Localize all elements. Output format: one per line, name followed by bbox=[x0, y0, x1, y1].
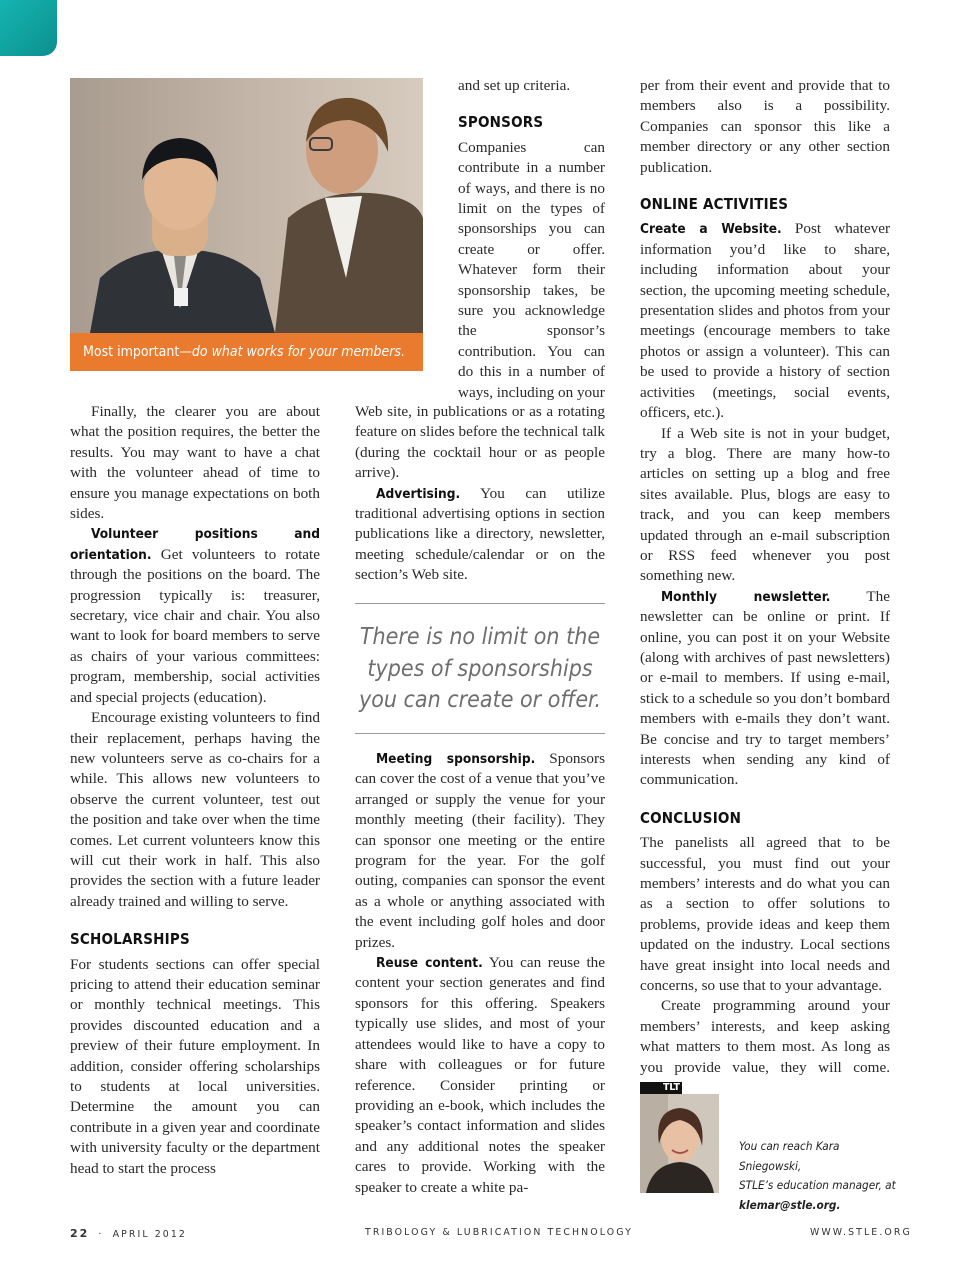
section-heading-scholarships: SCHOLARSHIPS bbox=[70, 930, 190, 949]
article-photo bbox=[70, 78, 423, 371]
paragraph: Web site, in publications or as a rotating feature on slides before the technical talk (during the cocktail hour or as people arrive). bbox=[355, 403, 605, 482]
column-2-top bbox=[458, 76, 605, 403]
author-email-link[interactable]: klemar@stle.org. bbox=[739, 1197, 841, 1212]
paragraph: per from their event and provide that to members also is a possibility. Companies can sponsor this like a member directory or any other section publication. bbox=[640, 77, 890, 176]
page-number: 22 bbox=[70, 1227, 90, 1240]
paragraph: The panelists all agreed that to be successful, you must find out your members’ interests and do what you can as a section to offer solutions to problems, provide ideas and keep them updated on the industry. Local sections have great insight into local needs and concerns, so use that to your advantage. bbox=[640, 834, 890, 995]
paragraph: Advertising. You can utilize traditional advertising options in section publications like a directory, newsletter, meeting schedule/calendar or on the section’s Web site. bbox=[355, 484, 605, 584]
photo-caption: Most important—do what works for your members. bbox=[70, 333, 423, 371]
author-contact bbox=[739, 1137, 899, 1215]
column-2-middle bbox=[355, 402, 605, 586]
paragraph: Create programming around your members’ interests, and keep asking what matters to them most. As long as you provide value, they will come. TLT bbox=[640, 997, 890, 1094]
photo-two-men-talking bbox=[70, 78, 423, 333]
run-in-heading: Create a Website. bbox=[640, 221, 782, 238]
tlt-end-mark-icon: TLT bbox=[640, 1082, 682, 1094]
run-in-heading: Reuse content. bbox=[376, 955, 483, 972]
paragraph: For students sections can offer special pricing to attend their education seminar or monthly technical meetings. This provides discounted education and a preview of their future employment. In addition, consider offering scholarships to students at local universities. Determine the amount you can contribute in a given year and coordinate with university faculty or the department head to start the process bbox=[70, 955, 320, 1177]
paragraph: Monthly newsletter. The newsletter can be online or print. If online, you can post it on your Website (along with archives of past newsletters) or e-mail to members. If using e-mail, stick to a schedule so you don’t bombard members with e-mails they don’t want. Be concise and try to target members’ interests when sending any kind of communication. bbox=[640, 587, 891, 789]
issue-date: APRIL 2012 bbox=[112, 1229, 188, 1240]
author-line: You can reach Kara Sniegowski, bbox=[739, 1139, 840, 1173]
author-headshot bbox=[640, 1094, 719, 1193]
paragraph: Companies can contribute in a number of ways, and there is no limit on the types of sponsorships you can create or offer. Whatever form their sponsorship takes, be sure you acknowledge the sponsor’s contribution. You can do this in a number of ways, including on your bbox=[458, 138, 605, 401]
column-1 bbox=[70, 402, 320, 1179]
paragraph: If a Web site is not in your budget, try a blog. There are many how-to articles on setting up a blog and free sites available. Plus, blogs are easy to track, and you can keep members updated through an e-mail subscription or RSS feed whenever you post something new. bbox=[640, 424, 890, 585]
footer-left bbox=[70, 1227, 187, 1240]
column-3 bbox=[640, 76, 890, 1099]
section-heading-conclusion: CONCLUSION bbox=[640, 808, 742, 827]
section-heading-sponsors: SPONSORS bbox=[458, 113, 544, 132]
run-in-heading: Advertising. bbox=[376, 485, 461, 502]
section-heading-online-activities: ONLINE ACTIVITIES bbox=[640, 195, 789, 214]
run-in-heading: Monthly newsletter. bbox=[661, 588, 831, 605]
run-in-heading: Meeting sponsorship. bbox=[376, 751, 536, 767]
paragraph: Encourage existing volunteers to find their replacement, perhaps having the new volunteers serve as co-chairs for a while. This allows new volunteers to observe the current volunteer, test out the position and take over when the time comes. Let current volunteers know this will cut their work in half. This also provides the section with a future leader already trained and willing to serve. bbox=[70, 709, 320, 910]
paragraph: Meeting sponsorship. Sponsors can cover the cost of a venue that you’ve arranged or supply the venue for your monthly meeting (their facility). They can sponsor one meeting or the entire program for the year. For the golf outing, companies can sponsor the event as a whole or anything associated with the event including golf holes and door prizes. bbox=[355, 750, 605, 951]
paragraph: and set up criteria. bbox=[458, 77, 571, 94]
paragraph: Reuse content. You can reuse the content your section generates and find sponsors for this offering. Speakers typically use slides, and most of your attendees would like to have a copy to share with colleagues or for future reference. Consider printing or providing an e-book, which includes the speaker’s contact information and slides and any additional notes the speaker cares to provide. Working with the speaker to create a white pa- bbox=[355, 954, 606, 1196]
author-line: STLE’s education manager, at bbox=[739, 1178, 896, 1193]
footer-separator: · bbox=[98, 1229, 104, 1240]
paragraph: Finally, the clearer you are about what the position requires, the better the results. You may want to have a chat with the volunteer ahead of time to ensure you manage expectations on both sides. bbox=[70, 403, 320, 523]
publication-name: TRIBOLOGY & LUBRICATION TECHNOLOGY bbox=[365, 1227, 633, 1238]
corner-color-tab bbox=[0, 0, 57, 56]
website-url[interactable]: WWW.STLE.ORG bbox=[810, 1227, 912, 1238]
paragraph: Create a Website. Post whatever information you’d like to share, including information about your section, the upcoming meeting schedule, presentation slides and photos from your meetings (encourage members to take photos or assign a volunteer). This can be used to provide a history of section activities (meetings, social events, officers, etc.). bbox=[640, 220, 890, 422]
column-2-bottom bbox=[355, 749, 605, 1198]
pull-quote: There is no limit on the types of sponsorships you can create or offer. bbox=[355, 603, 605, 734]
paragraph: Volunteer positions and orientation. Get volunteers to rotate through the positions on the board. The progression typically is: treasurer, secretary, vice chair and chair. You also want to look for board members to serve as chairs of your various committees: program, membership, social activities and special projects (education). bbox=[70, 526, 320, 706]
run-in-heading: Volunteer positions and orientation. bbox=[70, 526, 320, 563]
